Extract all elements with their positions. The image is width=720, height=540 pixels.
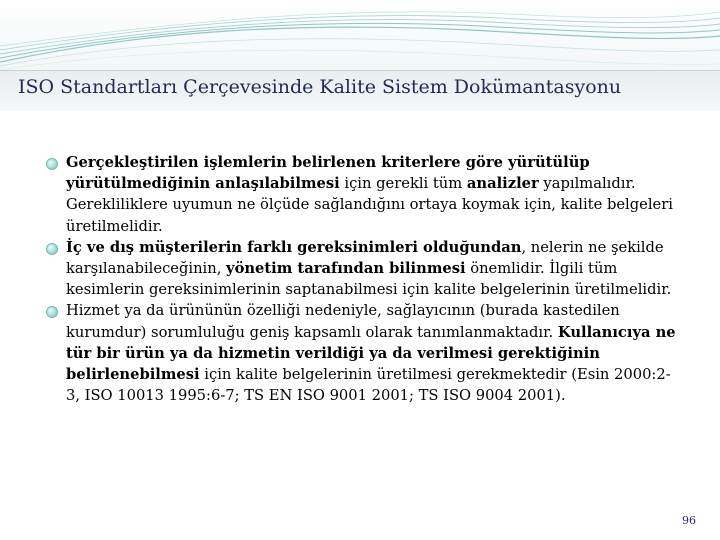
bullet-icon [46, 243, 58, 255]
bullet-item [46, 152, 678, 237]
page-number: 96 [682, 514, 696, 527]
bullet-item [46, 300, 678, 406]
bullet-1-bold-2: analizler [466, 175, 539, 193]
decorative-banner [0, 0, 720, 78]
bullet-2-text-1: , nelerin ne şekilde karşılanabileceğinin, [66, 238, 664, 278]
bullet-2-text-2: önemlidir. İlgili tüm kesimlerin gereksinimlerinin saptanabilmesi için kalite belgelerinin üretilmelidir. [66, 260, 672, 299]
bullet-item [46, 237, 678, 301]
bullet-3-bold-1: Kullanıcıya ne tür bir ürün ya da hizmetin verildiği ya da verilmesi gerektiğinin belirlenebilmesi [66, 323, 676, 384]
bullet-2-bold-2: yönetim tarafından bilinmesi [226, 260, 466, 278]
bullet-1-text-2: yapılmalıdır. Gerekliliklere uyumun ne ölçüde sağlandığını ortaya koymak için, kalite belgeleri üretilmelidir. [66, 175, 673, 235]
slide-title: ISO Standartları Çerçevesinde Kalite Sistem Dokümantasyonu [18, 76, 622, 98]
bullet-2-bold-1: İç ve dış müşterilerin farklı gereksinimleri olduğundan [66, 238, 522, 256]
bullet-3-text-2: için kalite belgelerinin üretilmesi gerekmektedir (Esin 2000:2-3, ISO 10013 1995:6-7; TS EN ISO 9001 2001; TS ISO 9004 2001). [66, 366, 671, 405]
bullet-1-text-1: için gerekli tüm [339, 175, 467, 193]
bullet-icon [46, 306, 58, 318]
slide-content [46, 152, 678, 406]
bullet-icon [46, 158, 58, 170]
bullet-1-bold-1: Gerçekleştirilen işlemlerin belirlenen kriterlere göre yürütülüp yürütülmediğinin anlaşılabilmesi [66, 154, 590, 193]
bullet-3-text-1: Hizmet ya da ürününün özelliği nedeniyle, sağlayıcının (burada kastedilen kurumdur) sorumluluğu geniş kapsamlı olarak tanımlanmaktadır. [66, 302, 620, 341]
bullet-list [46, 152, 678, 406]
